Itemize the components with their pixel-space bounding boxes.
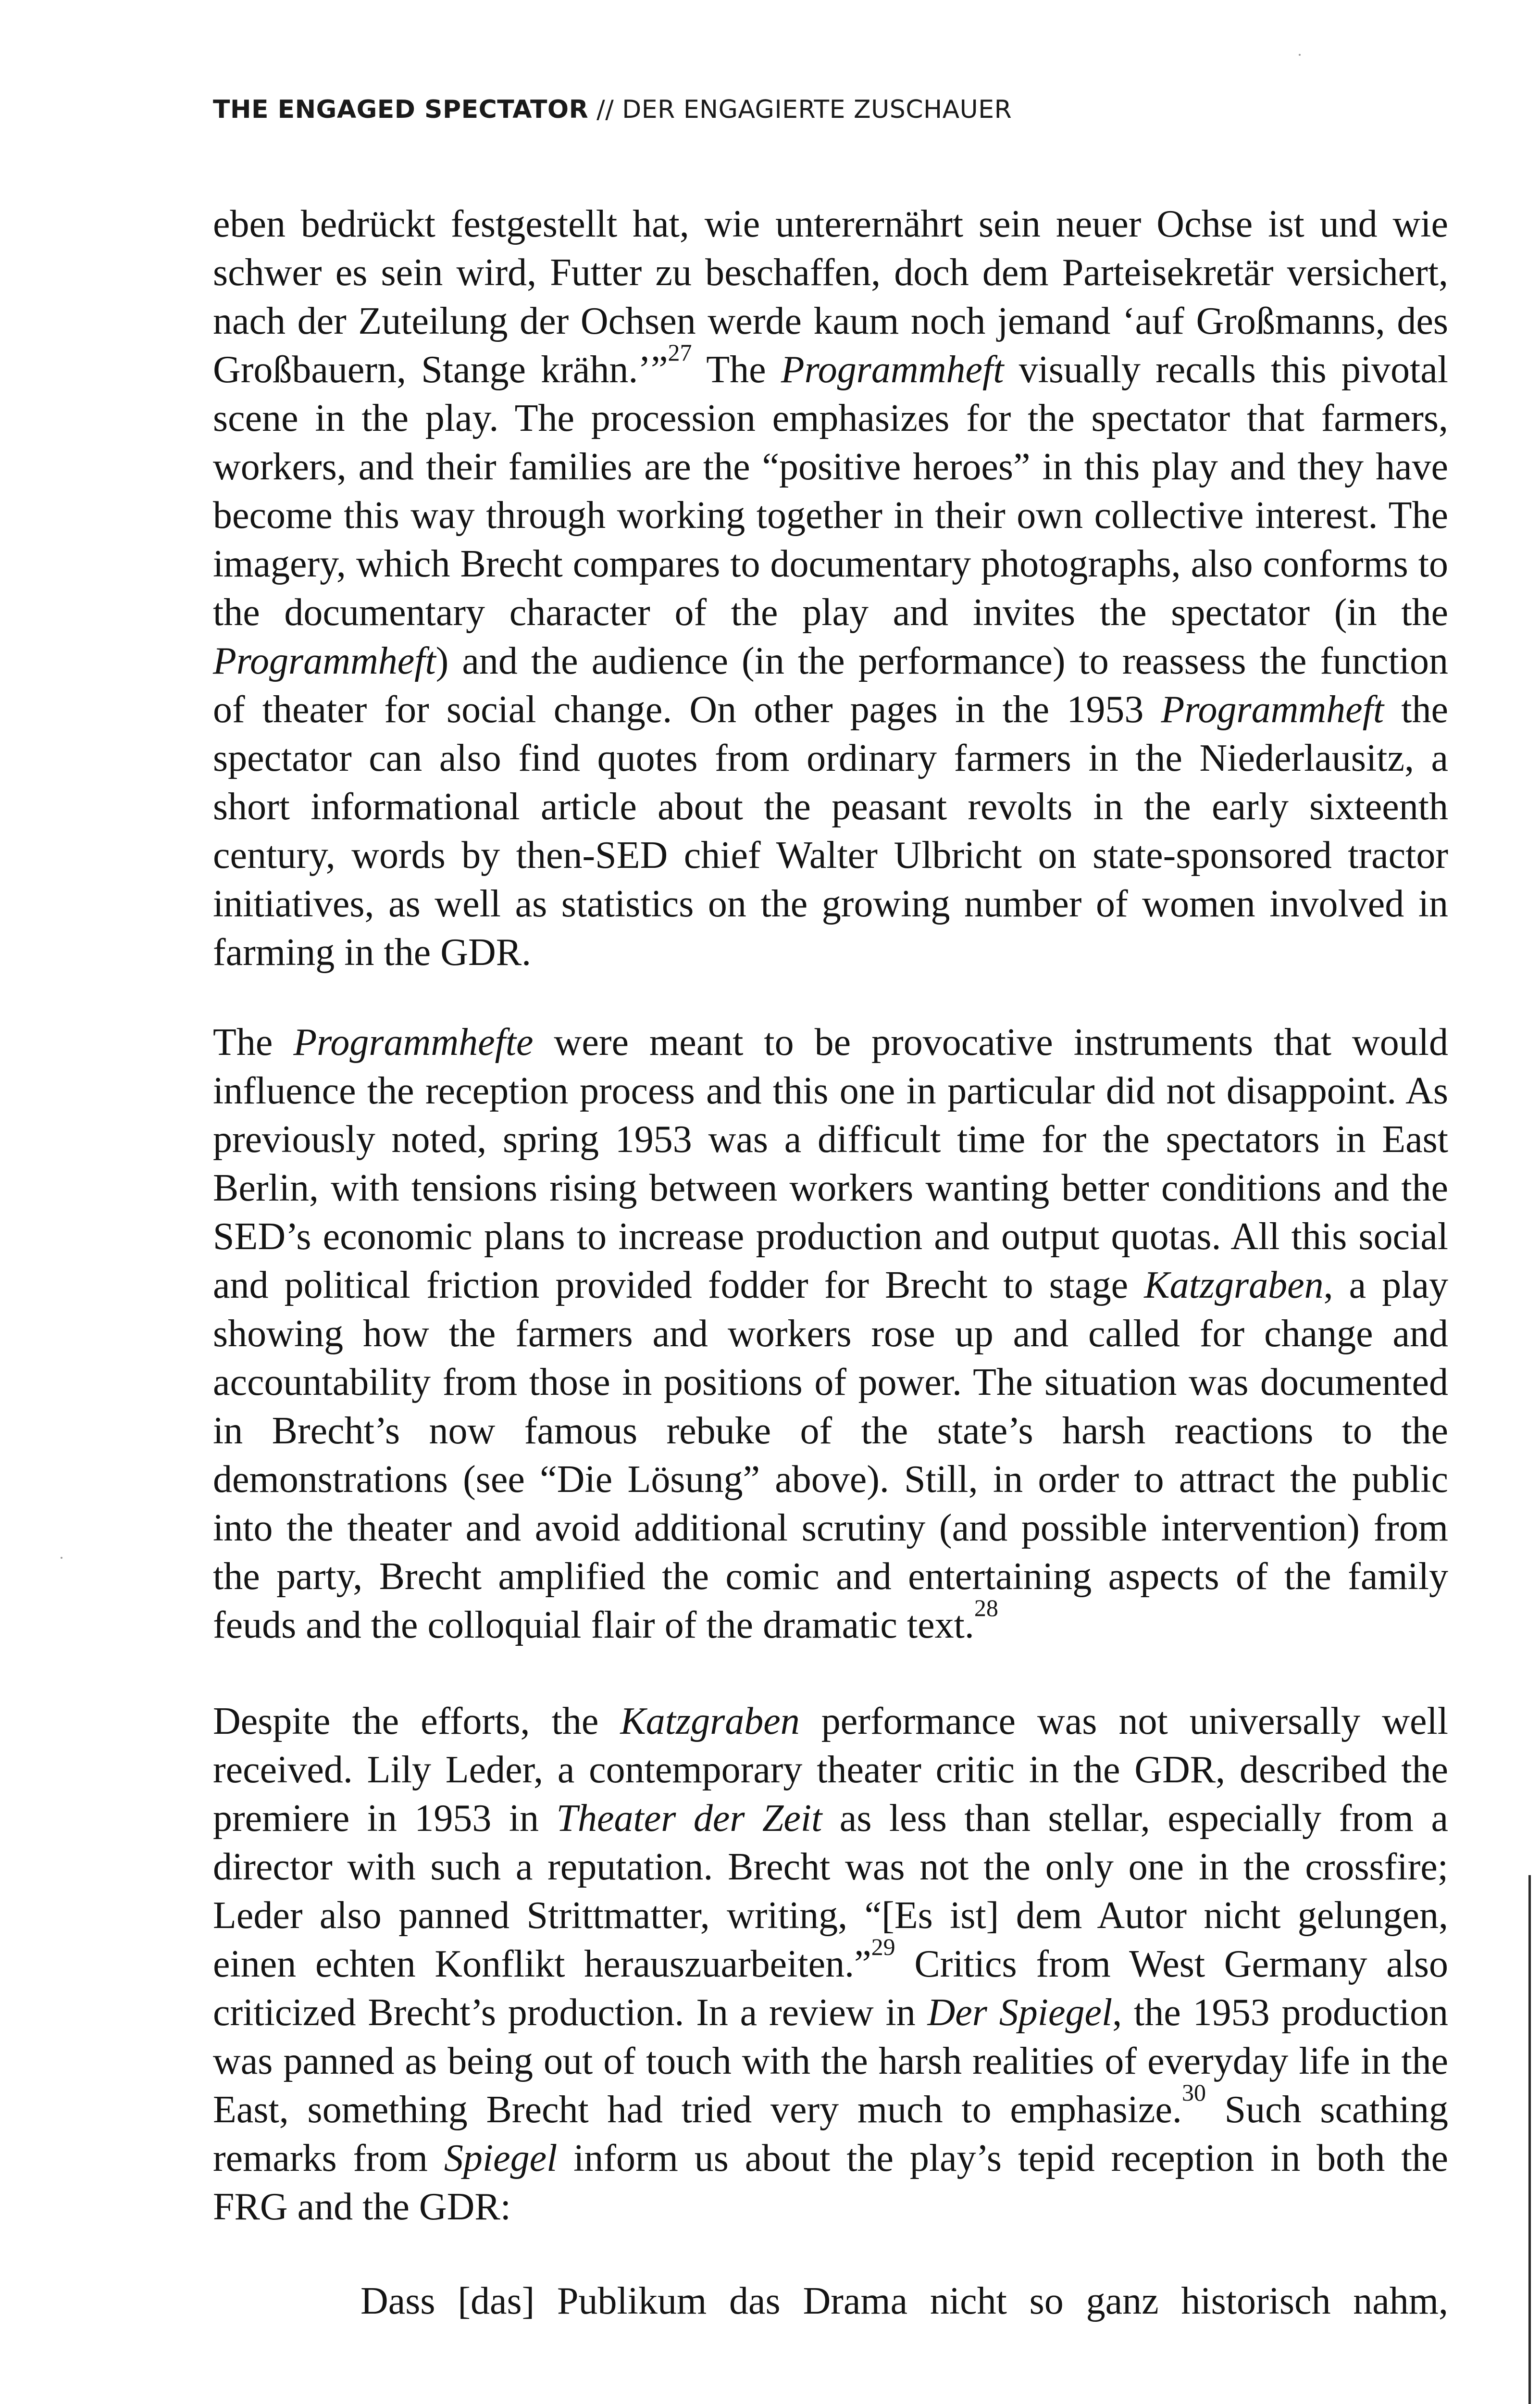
- paragraph-3: [213, 1697, 1448, 2231]
- italic-title: Programmheft: [213, 640, 436, 682]
- italic-title: Katzgraben: [1144, 1264, 1324, 1306]
- block-quote: Dass [das] Publikum das Drama nicht so ganz historisch nahm,: [360, 2280, 1448, 2322]
- text-run: were meant to be provocative instruments that would influence the reception process and this one in particular did not disappoint. As previously noted, spring 1953 was a difficult time for the spectators in East Berlin, with tensions rising between workers wanting better conditions and the SED’s economic plans to increase production and output quotas. All this social and political friction provided fodder for Brecht to stage: [213, 1021, 1449, 1306]
- running-head: [213, 95, 1012, 124]
- scan-speck: [61, 1557, 62, 1559]
- footnote-ref-29: 29: [871, 1933, 895, 1960]
- text-run: , a play showing how the farmers and workers rose up and called for change and accountability from those in positions of power. The situation was documented in Brecht’s now famous rebuke of the state’s harsh reactions to the demonstrations (see “Die Lösung” above). Still, in order to attract the public into the theater and avoid additional scrutiny (and possible intervention) from the party, Brecht amplified the comic and entertaining aspects of the family feuds and the colloquial flair of the dramatic text.: [213, 1264, 1448, 1646]
- italic-title: Programmheft: [781, 349, 1004, 391]
- text-run: The: [692, 349, 781, 391]
- footnote-ref-28: 28: [974, 1594, 998, 1621]
- italic-title: Spiegel: [444, 2137, 558, 2179]
- scan-edge-line: [1528, 1875, 1531, 2404]
- text-run: the spectator can also find quotes from ordinary farmers in the Niederlausitz, a short informational article about the peasant revolts in the early sixteenth century, words by then-SED chief Walter Ulbricht on state-sponsored tractor initiatives, as well as statistics on the growing number of women involved in farming in the GDR.: [213, 689, 1449, 974]
- paragraph-2: [213, 1018, 1448, 1650]
- italic-title: Programmhefte: [293, 1021, 534, 1064]
- text-run: visually recalls this pivotal scene in the play. The procession emphasizes for the spectator that farmers, workers, and their families are the “positive heroes” in this play and they have become this way through working together in their own collective interest. The imagery, which Brecht compares to documentary photographs, also conforms to the documentary character of the play and invites the spectator (in the: [213, 349, 1448, 634]
- text-run: performance was not universally well received. Lily Leder, a contemporary theater critic in the GDR, described the premiere in 1953 in: [213, 1700, 1448, 1840]
- footnote-ref-27: 27: [668, 339, 692, 366]
- italic-title: Der Spiegel: [927, 1991, 1113, 2034]
- running-head-separator: //: [588, 95, 622, 124]
- text-run: inform us about the play’s tepid reception in both the FRG and the GDR:: [213, 2137, 1448, 2228]
- scan-speck: [1299, 54, 1301, 56]
- footnote-ref-30: 30: [1181, 2079, 1206, 2106]
- text-run: Critics from West Germany also criticized Brecht’s production. In a review in: [213, 1943, 1449, 2034]
- italic-title: Theater der Zeit: [556, 1797, 822, 1840]
- running-head-title: THE ENGAGED SPECTATOR: [213, 95, 589, 124]
- text-run: eben bedrückt festgestellt hat, wie unterernährt sein neuer Ochse ist und wie schwer es sein wird, Futter zu beschaffen, doch dem Parteisekretär versichert, nach der Zuteilung der Ochsen werde kaum noch jemand ‘auf Großmanns, des Großbauern, Stange krähn.’”: [213, 203, 1448, 391]
- text-run: The: [213, 1021, 294, 1064]
- italic-title: Katzgraben: [620, 1700, 800, 1742]
- text-run: , the 1953 production was panned as being out of touch with the harsh realities of everyday life in the East, something Brecht had tried very much to emphasize.: [213, 1991, 1448, 2131]
- running-head-subtitle: DER ENGAGIERTE ZUSCHAUER: [622, 95, 1012, 124]
- text-run: as less than stellar, especially from a director with such a reputation. Brecht was not the only one in the crossfire; Leder also panned Strittmatter, writing, “[Es ist] dem Autor nicht gelungen, einen echten Konflikt herauszuarbeiten.”: [213, 1797, 1448, 1985]
- italic-title: Programmheft: [1161, 689, 1384, 731]
- text-run: Such scathing remarks from: [213, 2089, 1448, 2179]
- paragraph-1: [213, 200, 1448, 977]
- text-run: ) and the audience (in the performance) to reassess the function of theater for social change. On other pages in the 1953: [213, 640, 1448, 731]
- text-run: Despite the efforts, the: [213, 1700, 621, 1742]
